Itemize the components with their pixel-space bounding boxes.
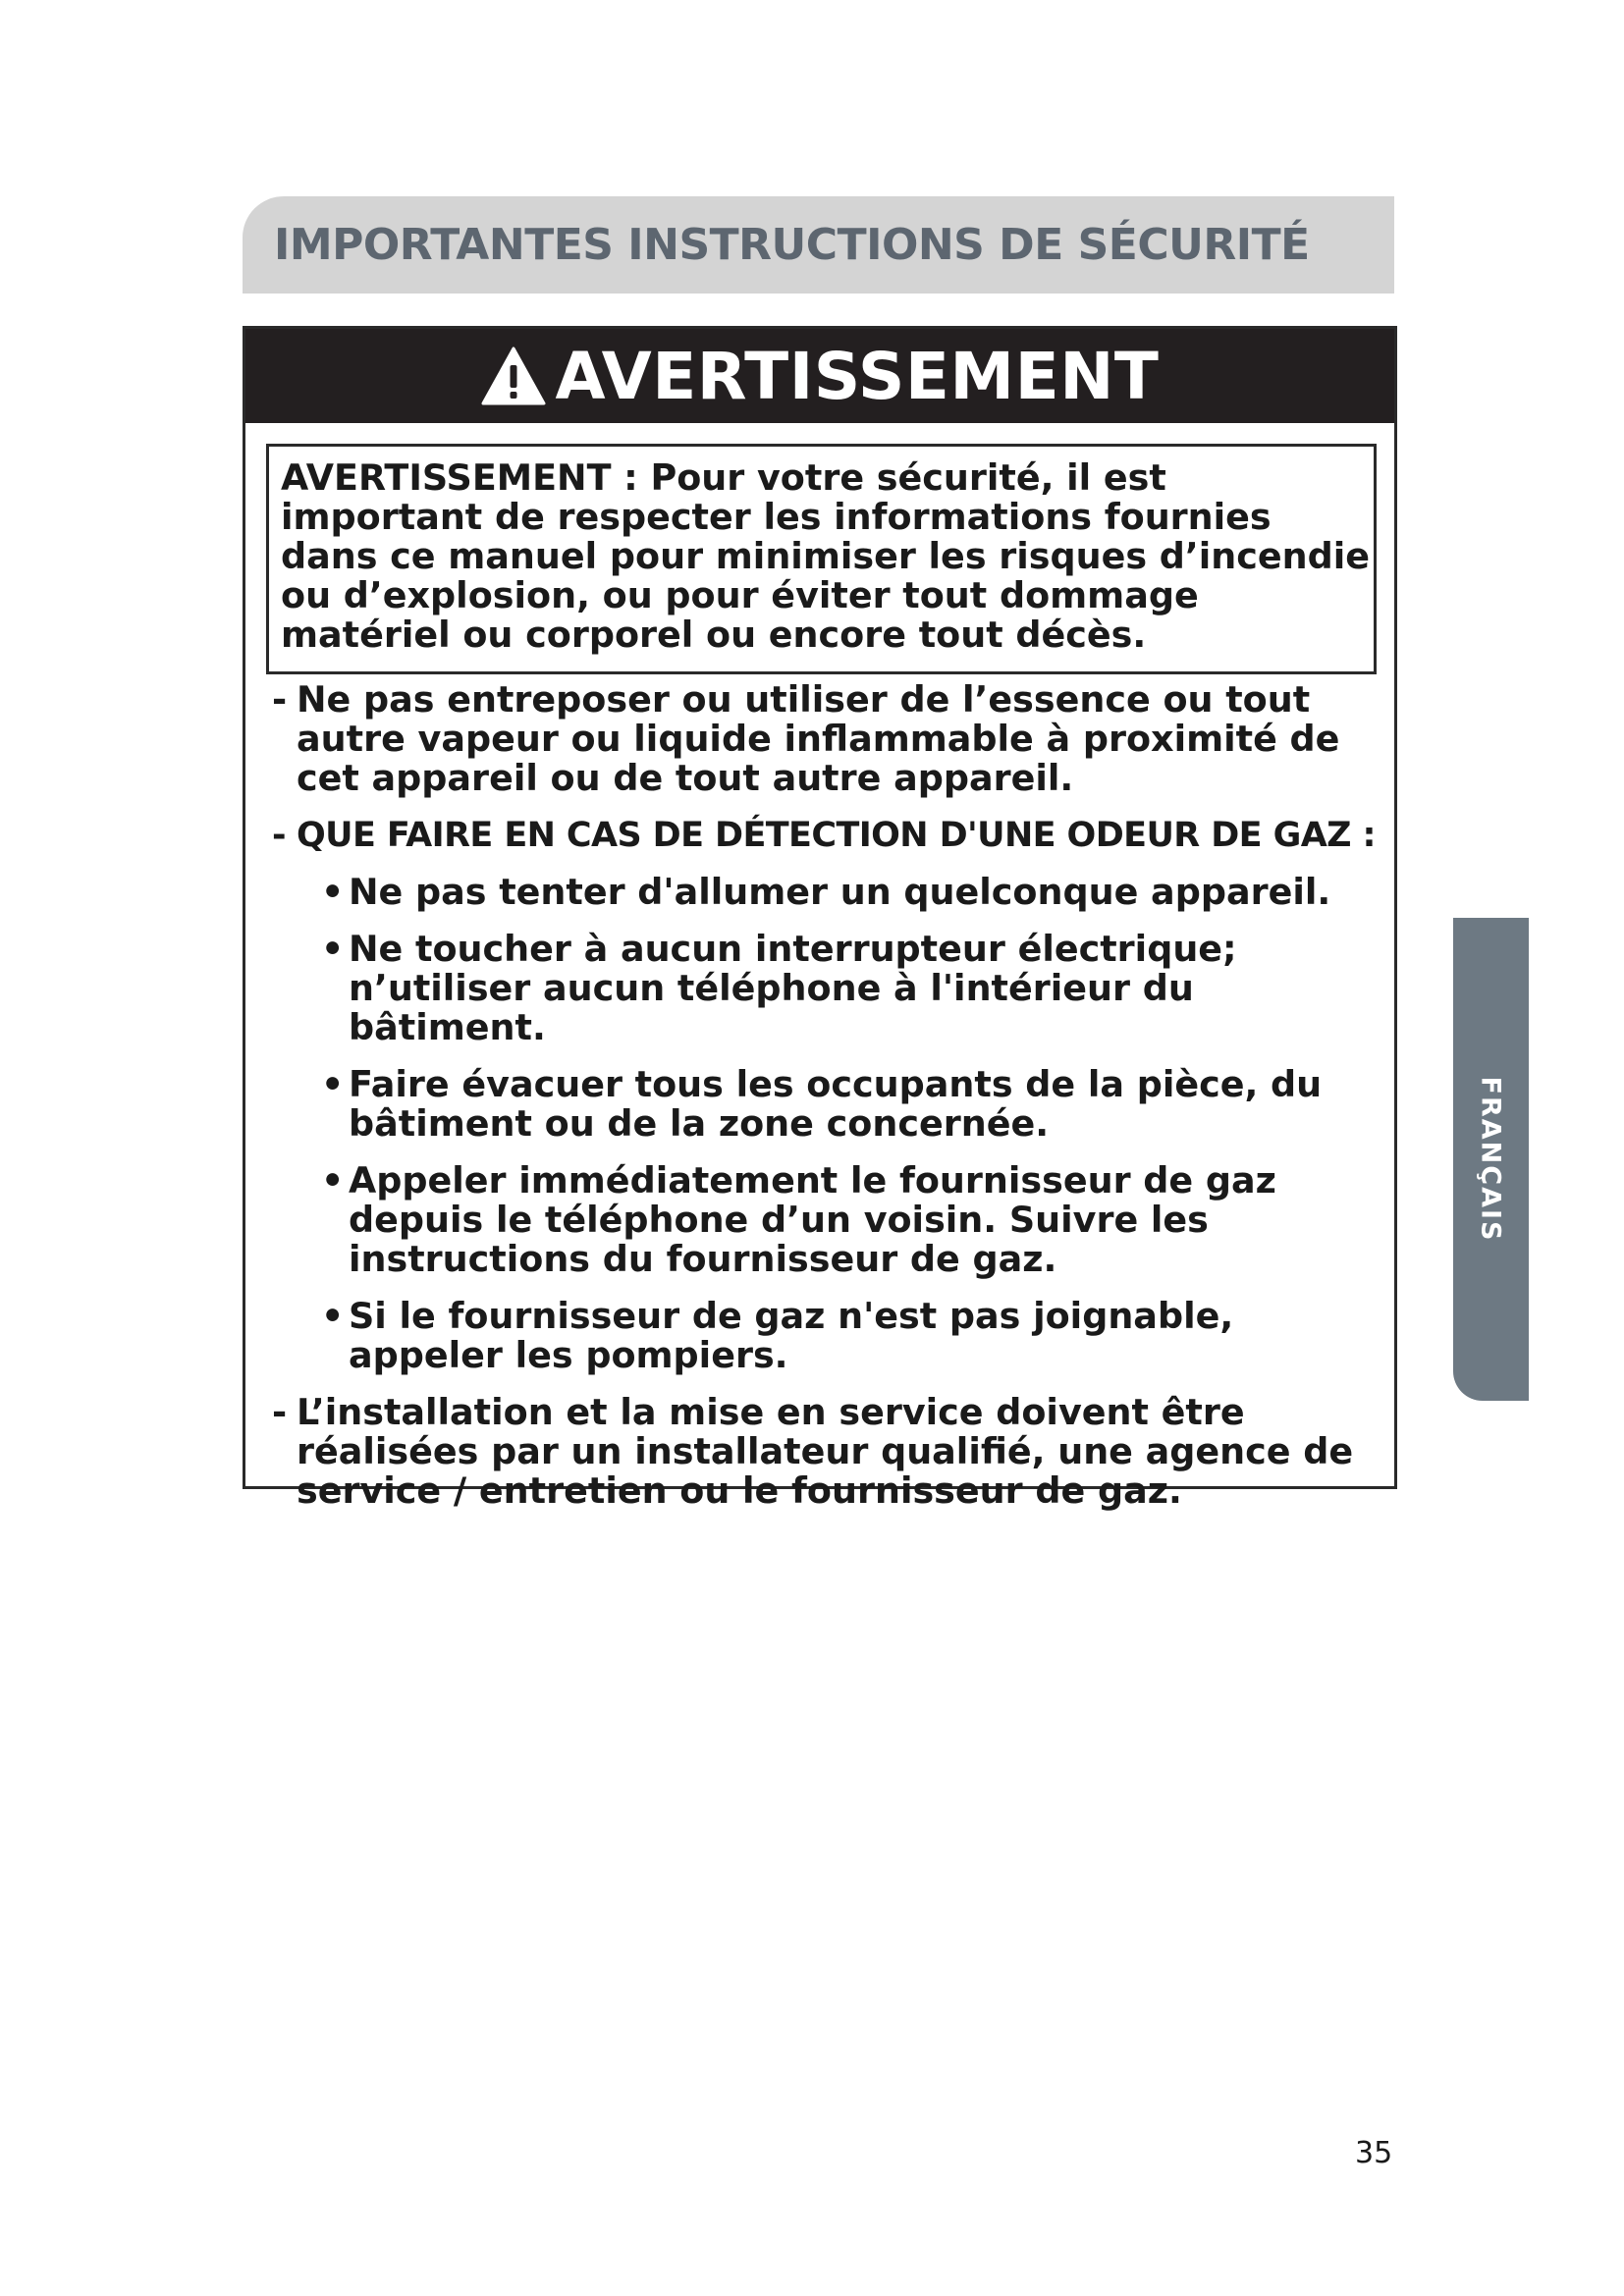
dash-marker: - bbox=[272, 816, 286, 855]
section-header bbox=[243, 196, 1394, 294]
list-item bbox=[272, 1393, 1377, 1511]
item-text: Ne pas entreposer ou utiliser de l’essence ou tout autre vapeur ou liquide inflammable à proximité de cet appareil ou de tout autre appareil. bbox=[297, 678, 1340, 799]
warning-panel bbox=[243, 326, 1397, 1512]
list-item bbox=[321, 1161, 1377, 1279]
bullet-icon: • bbox=[321, 928, 345, 970]
gas-heading bbox=[272, 816, 1377, 855]
dash-marker: - bbox=[272, 1391, 288, 1433]
section-title: IMPORTANTES INSTRUCTIONS DE SÉCURITÉ bbox=[274, 220, 1310, 270]
gas-bullet-list bbox=[272, 873, 1377, 1375]
bullet-text: Si le fournisseur de gaz n'est pas joignable, appeler les pompiers. bbox=[349, 1295, 1234, 1376]
bullet-icon: • bbox=[321, 1063, 345, 1105]
warning-triangle-icon bbox=[481, 347, 546, 405]
list-item bbox=[272, 680, 1377, 798]
warning-intro-text: AVERTISSEMENT : Pour votre sécurité, il est important de respecter les informations fournies dans ce manuel pour minimiser les risques d’incendie ou d’explosion, ou pour éviter tout dommage matériel ou corporel ou encore tout décès. bbox=[281, 456, 1371, 656]
item-text: L’installation et la mise en service doivent être réalisées par un installateur qualifié, une agence de service / entretien ou le fournisseur de gaz. bbox=[297, 1391, 1354, 1512]
warning-title: AVERTISSEMENT bbox=[555, 338, 1160, 414]
bullet-icon: • bbox=[321, 871, 345, 913]
warning-intro-box bbox=[266, 444, 1377, 674]
bullet-icon: • bbox=[321, 1159, 345, 1201]
bullet-text: Appeler immédiatement le fournisseur de gaz depuis le téléphone d’un voisin. Suivre les instructions du fournisseur de gaz. bbox=[349, 1159, 1276, 1280]
language-tab-label: FRANÇAIS bbox=[1475, 1076, 1506, 1243]
gas-heading-text: QUE FAIRE EN CAS DE DÉTECTION D'UNE ODEUR DE GAZ : bbox=[297, 816, 1376, 855]
bullet-icon: • bbox=[321, 1295, 345, 1337]
list-item bbox=[321, 1065, 1377, 1144]
page-number: 35 bbox=[1355, 2136, 1393, 2170]
language-tab bbox=[1453, 918, 1529, 1401]
list-item bbox=[321, 873, 1377, 912]
warning-list bbox=[272, 680, 1377, 1528]
bullet-text: Ne toucher à aucun interrupteur électrique; n’utiliser aucun téléphone à l'intérieur du bâtiment. bbox=[349, 928, 1237, 1048]
list-item bbox=[321, 1297, 1377, 1375]
dash-marker: - bbox=[272, 678, 288, 721]
list-item bbox=[321, 930, 1377, 1047]
bullet-text: Ne pas tenter d'allumer un quelconque appareil. bbox=[349, 871, 1331, 913]
warning-banner bbox=[245, 329, 1394, 423]
bullet-text: Faire évacuer tous les occupants de la pièce, du bâtiment ou de la zone concernée. bbox=[349, 1063, 1323, 1145]
